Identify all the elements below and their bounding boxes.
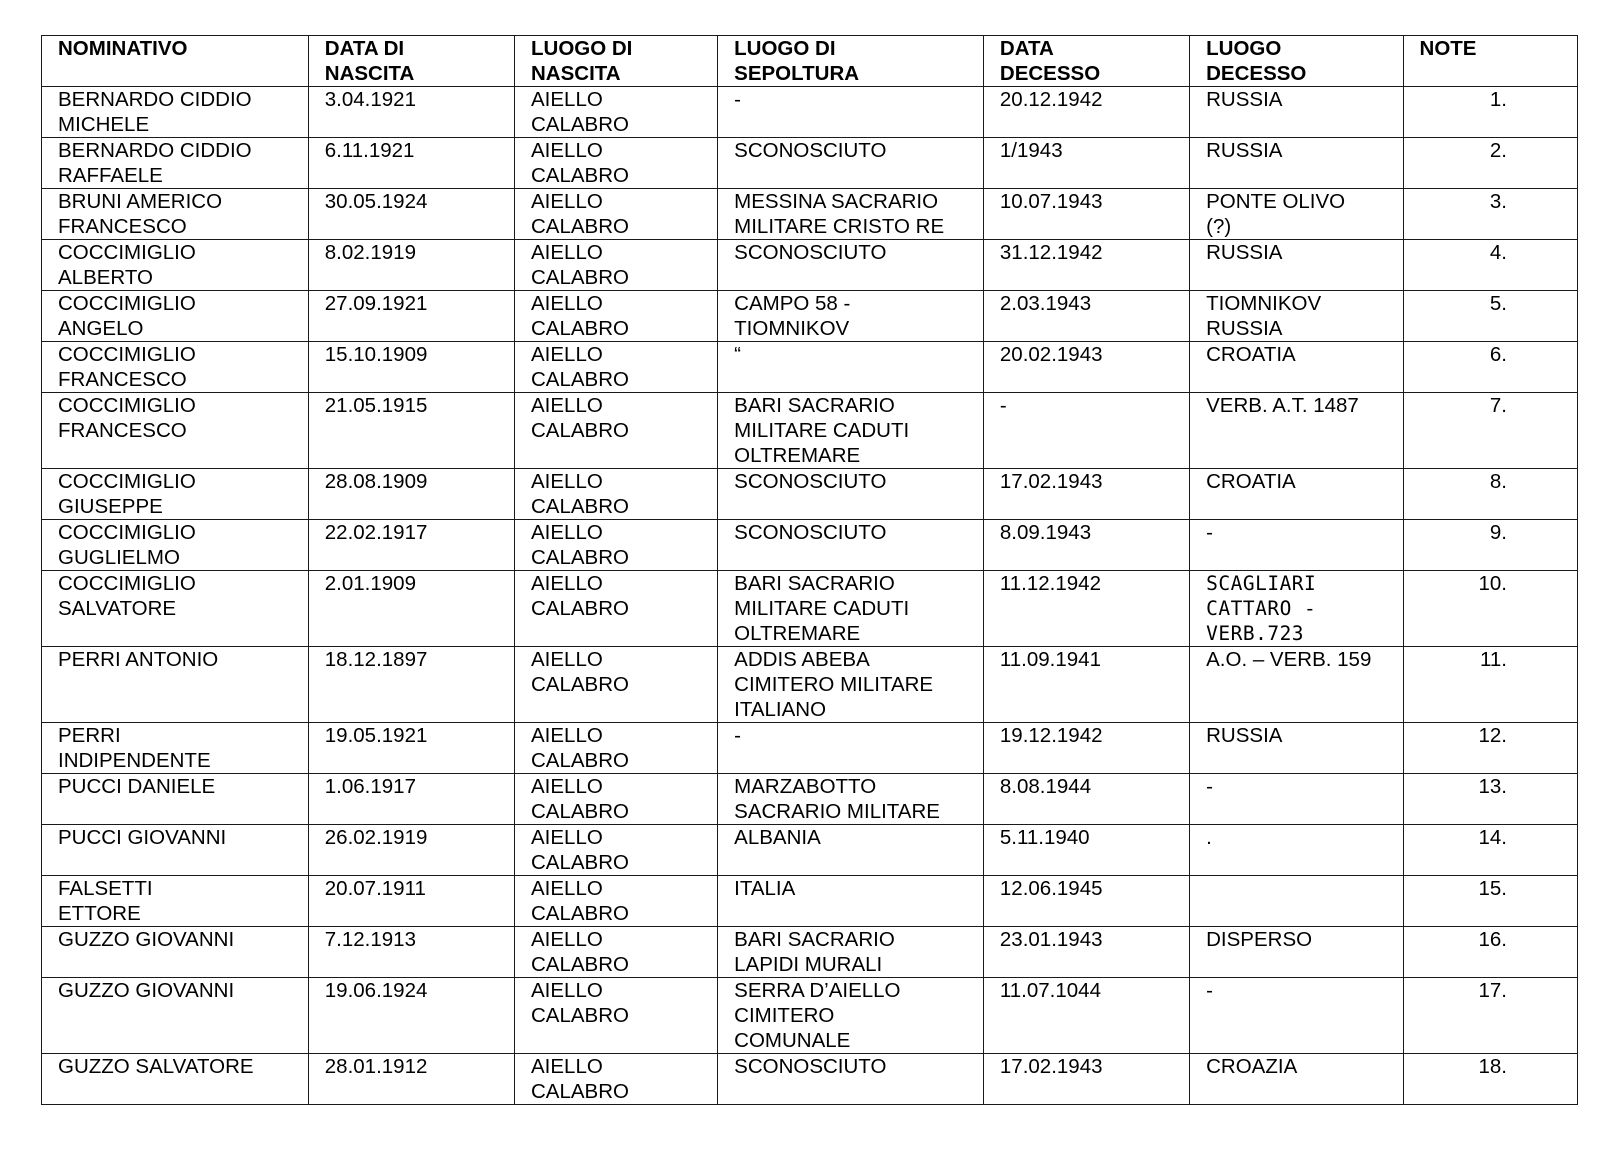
cell-nominativo: COCCIMIGLIO ALBERTO [42,240,309,291]
cell-data-nascita: 7.12.1913 [308,927,514,978]
cell-note: 6. [1403,342,1577,393]
cell-note: 1. [1403,87,1577,138]
cell-luogo-sepoltura: - [718,87,984,138]
cell-luogo-decesso: - [1190,774,1403,825]
cell-nominativo: COCCIMIGLIO FRANCESCO [42,342,309,393]
cell-data-decesso: 12.06.1945 [983,876,1189,927]
cell-nominativo: COCCIMIGLIO SALVATORE [42,571,309,647]
table-row [42,825,1578,876]
cell-note: 18. [1403,1054,1577,1105]
header-luogo-decesso: LUOGO DECESSO [1190,36,1403,87]
cell-luogo-decesso: A.O. – VERB. 159 [1190,647,1403,723]
cell-luogo-nascita: AIELLO CALABRO [515,189,718,240]
cell-luogo-decesso: RUSSIA [1190,723,1403,774]
cell-luogo-sepoltura: SCONOSCIUTO [718,469,984,520]
cell-nominativo: PERRI ANTONIO [42,647,309,723]
table-row [42,1054,1578,1105]
cell-data-nascita: 20.07.1911 [308,876,514,927]
records-table [41,35,1578,1105]
cell-luogo-decesso: RUSSIA [1190,240,1403,291]
cell-luogo-sepoltura: ADDIS ABEBA CIMITERO MILITARE ITALIANO [718,647,984,723]
cell-data-nascita: 2.01.1909 [308,571,514,647]
table-row [42,520,1578,571]
cell-luogo-decesso: TIOMNIKOV RUSSIA [1190,291,1403,342]
cell-luogo-nascita: AIELLO CALABRO [515,774,718,825]
cell-note: 16. [1403,927,1577,978]
cell-luogo-nascita: AIELLO CALABRO [515,927,718,978]
table-row [42,647,1578,723]
cell-luogo-sepoltura: SCONOSCIUTO [718,520,984,571]
cell-luogo-sepoltura: ITALIA [718,876,984,927]
cell-note: 11. [1403,647,1577,723]
table-row [42,978,1578,1054]
cell-data-decesso: 20.02.1943 [983,342,1189,393]
cell-data-nascita: 30.05.1924 [308,189,514,240]
cell-luogo-sepoltura: MARZABOTTO SACRARIO MILITARE [718,774,984,825]
cell-luogo-sepoltura: “ [718,342,984,393]
cell-data-decesso: 11.12.1942 [983,571,1189,647]
cell-data-decesso: 23.01.1943 [983,927,1189,978]
table-row [42,571,1578,647]
cell-luogo-sepoltura: SCONOSCIUTO [718,138,984,189]
table-body [42,87,1578,1105]
cell-luogo-sepoltura: ALBANIA [718,825,984,876]
cell-luogo-decesso: - [1190,520,1403,571]
cell-nominativo: PERRI INDIPENDENTE [42,723,309,774]
cell-luogo-nascita: AIELLO CALABRO [515,647,718,723]
cell-luogo-decesso: RUSSIA [1190,87,1403,138]
cell-note: 15. [1403,876,1577,927]
cell-luogo-decesso: . [1190,825,1403,876]
cell-nominativo: GUZZO GIOVANNI [42,927,309,978]
cell-luogo-decesso: RUSSIA [1190,138,1403,189]
cell-luogo-sepoltura: - [718,723,984,774]
cell-data-nascita: 27.09.1921 [308,291,514,342]
cell-data-decesso: 8.09.1943 [983,520,1189,571]
header-data-decesso: DATA DECESSO [983,36,1189,87]
table-row [42,393,1578,469]
cell-note: 12. [1403,723,1577,774]
table-row [42,469,1578,520]
cell-note: 10. [1403,571,1577,647]
cell-luogo-nascita: AIELLO CALABRO [515,393,718,469]
cell-nominativo: BRUNI AMERICO FRANCESCO [42,189,309,240]
cell-luogo-decesso: VERB. A.T. 1487 [1190,393,1403,469]
table-row [42,189,1578,240]
cell-data-nascita: 19.06.1924 [308,978,514,1054]
cell-data-nascita: 6.11.1921 [308,138,514,189]
cell-luogo-decesso: CROAZIA [1190,1054,1403,1105]
cell-luogo-nascita: AIELLO CALABRO [515,723,718,774]
cell-luogo-decesso: CROATIA [1190,342,1403,393]
cell-data-decesso: 11.07.1044 [983,978,1189,1054]
cell-data-decesso: 20.12.1942 [983,87,1189,138]
cell-nominativo: PUCCI GIOVANNI [42,825,309,876]
cell-data-decesso: 31.12.1942 [983,240,1189,291]
cell-luogo-nascita: AIELLO CALABRO [515,342,718,393]
cell-nominativo: GUZZO SALVATORE [42,1054,309,1105]
cell-nominativo: COCCIMIGLIO GIUSEPPE [42,469,309,520]
header-note: NOTE [1403,36,1577,87]
cell-data-nascita: 28.08.1909 [308,469,514,520]
cell-luogo-sepoltura: SCONOSCIUTO [718,1054,984,1105]
cell-data-nascita: 15.10.1909 [308,342,514,393]
cell-data-nascita: 22.02.1917 [308,520,514,571]
cell-data-decesso: 8.08.1944 [983,774,1189,825]
cell-luogo-decesso: PONTE OLIVO (?) [1190,189,1403,240]
cell-luogo-nascita: AIELLO CALABRO [515,571,718,647]
cell-luogo-nascita: AIELLO CALABRO [515,87,718,138]
cell-luogo-sepoltura: BARI SACRARIO LAPIDI MURALI [718,927,984,978]
cell-luogo-decesso: - [1190,978,1403,1054]
cell-luogo-sepoltura: SCONOSCIUTO [718,240,984,291]
cell-luogo-decesso: DISPERSO [1190,927,1403,978]
cell-nominativo: COCCIMIGLIO GUGLIELMO [42,520,309,571]
table-row [42,138,1578,189]
header-luogo-nascita: LUOGO DI NASCITA [515,36,718,87]
cell-data-nascita: 26.02.1919 [308,825,514,876]
cell-data-decesso: 5.11.1940 [983,825,1189,876]
header-nominativo: NOMINATIVO [42,36,309,87]
cell-luogo-decesso [1190,876,1403,927]
table-row [42,927,1578,978]
cell-data-decesso: 17.02.1943 [983,469,1189,520]
cell-luogo-sepoltura: BARI SACRARIO MILITARE CADUTI OLTREMARE [718,571,984,647]
cell-luogo-nascita: AIELLO CALABRO [515,469,718,520]
cell-luogo-nascita: AIELLO CALABRO [515,978,718,1054]
cell-luogo-sepoltura: MESSINA SACRARIO MILITARE CRISTO RE [718,189,984,240]
cell-note: 4. [1403,240,1577,291]
cell-data-decesso: 2.03.1943 [983,291,1189,342]
cell-data-decesso: 1/1943 [983,138,1189,189]
cell-note: 8. [1403,469,1577,520]
table-row [42,342,1578,393]
cell-data-decesso: 19.12.1942 [983,723,1189,774]
cell-luogo-nascita: AIELLO CALABRO [515,240,718,291]
cell-nominativo: BERNARDO CIDDIO RAFFAELE [42,138,309,189]
table-header [42,36,1578,87]
header-row [42,36,1578,87]
cell-luogo-decesso: CROATIA [1190,469,1403,520]
cell-data-nascita: 19.05.1921 [308,723,514,774]
table-row [42,87,1578,138]
cell-luogo-sepoltura: CAMPO 58 - TIOMNIKOV [718,291,984,342]
cell-luogo-nascita: AIELLO CALABRO [515,1054,718,1105]
cell-nominativo: FALSETTI ETTORE [42,876,309,927]
cell-nominativo: BERNARDO CIDDIO MICHELE [42,87,309,138]
cell-data-nascita: 3.04.1921 [308,87,514,138]
table-row [42,291,1578,342]
table-row [42,876,1578,927]
cell-data-nascita: 28.01.1912 [308,1054,514,1105]
cell-data-nascita: 21.05.1915 [308,393,514,469]
table-row [42,774,1578,825]
cell-luogo-nascita: AIELLO CALABRO [515,138,718,189]
table-row [42,240,1578,291]
cell-note: 5. [1403,291,1577,342]
cell-note: 13. [1403,774,1577,825]
cell-note: 9. [1403,520,1577,571]
cell-note: 17. [1403,978,1577,1054]
cell-data-decesso: 17.02.1943 [983,1054,1189,1105]
header-data-nascita: DATA DI NASCITA [308,36,514,87]
cell-data-decesso: 11.09.1941 [983,647,1189,723]
cell-luogo-sepoltura: BARI SACRARIO MILITARE CADUTI OLTREMARE [718,393,984,469]
cell-luogo-decesso: SCAGLIARI CATTARO - VERB.723 [1190,571,1403,647]
cell-data-nascita: 1.06.1917 [308,774,514,825]
cell-luogo-nascita: AIELLO CALABRO [515,291,718,342]
cell-nominativo: COCCIMIGLIO ANGELO [42,291,309,342]
cell-luogo-nascita: AIELLO CALABRO [515,825,718,876]
cell-data-decesso: - [983,393,1189,469]
cell-nominativo: PUCCI DANIELE [42,774,309,825]
cell-note: 3. [1403,189,1577,240]
cell-data-nascita: 18.12.1897 [308,647,514,723]
cell-luogo-nascita: AIELLO CALABRO [515,520,718,571]
cell-nominativo: GUZZO GIOVANNI [42,978,309,1054]
cell-luogo-sepoltura: SERRA D’AIELLO CIMITERO COMUNALE [718,978,984,1054]
cell-data-decesso: 10.07.1943 [983,189,1189,240]
cell-note: 14. [1403,825,1577,876]
table-row [42,723,1578,774]
header-luogo-sepoltura: LUOGO DI SEPOLTURA [718,36,984,87]
cell-note: 2. [1403,138,1577,189]
cell-luogo-nascita: AIELLO CALABRO [515,876,718,927]
cell-note: 7. [1403,393,1577,469]
cell-data-nascita: 8.02.1919 [308,240,514,291]
cell-nominativo: COCCIMIGLIO FRANCESCO [42,393,309,469]
